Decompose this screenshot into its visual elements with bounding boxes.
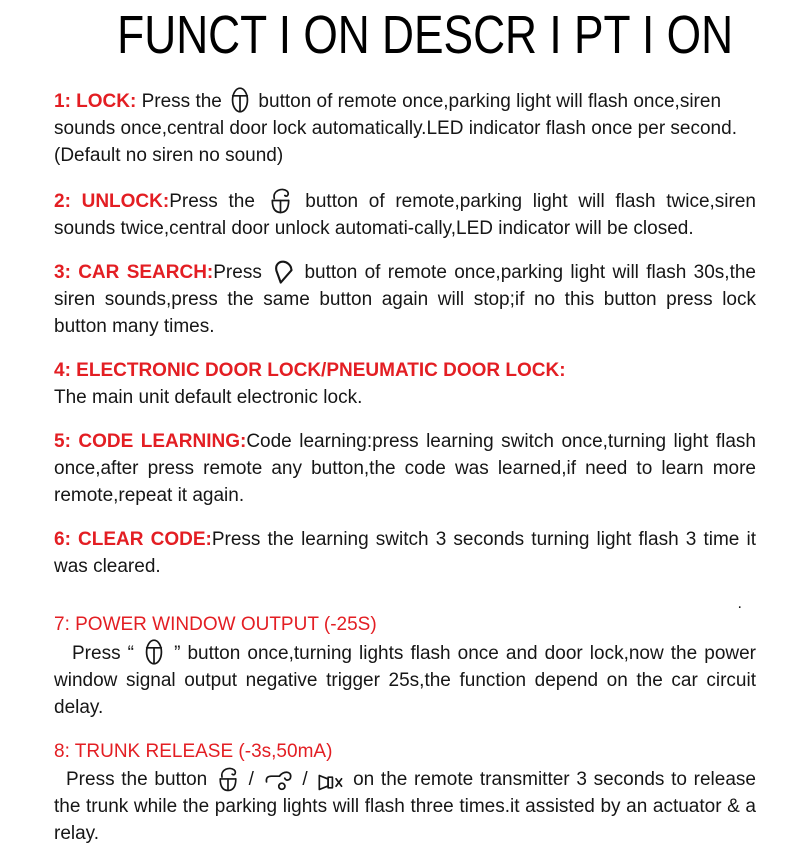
section-2-text-b: button of remote,parking light will flash twice,siren sounds twice,central door unlock automati-cally,LED indicator will be closed. (54, 191, 756, 239)
section-4-electronic-door-lock (54, 357, 756, 411)
lock-closed-icon (144, 638, 164, 666)
section-7-power-window-body (54, 638, 756, 721)
section-2-unlock (54, 186, 756, 242)
section-5-body: Code learning:press learning switch once,turning light flash once,after press remote any button,the code was learned,if need to learn more remote,repeat it again. (54, 431, 756, 506)
section-8-text-b: on the remote transmitter 3 seconds to release the trunk while the parking lights will flash three times.it assisted by an actuator & a relay. (54, 769, 756, 844)
page-title: FUNCT I ON DESCR I PT I ON (117, 5, 734, 65)
section-3-text-a: Press (213, 262, 270, 283)
section-2-text-a: Press the (169, 191, 266, 212)
section-6-heading: 6: CLEAR CODE: (54, 529, 212, 550)
section-3-car-search (54, 259, 756, 340)
section-1-heading: 1: LOCK: (54, 91, 137, 112)
section-7-heading: 7: POWER WINDOW OUTPUT (-25S) (54, 614, 377, 635)
section-6-clear-code (54, 526, 756, 580)
section-1-lock (54, 86, 756, 169)
section-8-heading: 8: TRUNK RELEASE (-3s,50mA) (54, 741, 333, 762)
section-4-body: The main unit default electronic lock. (54, 387, 363, 408)
section-8-text-a: Press the button (66, 769, 214, 790)
lock-closed-icon (230, 86, 250, 114)
mute-icon (317, 773, 343, 792)
section-1-text-a: Press the (136, 91, 228, 112)
section-5-heading: 5: CODE LEARNING: (54, 431, 247, 452)
section-3-heading: 3: CAR SEARCH: (54, 262, 214, 283)
section-3-text-b: button of remote once,parking light will flash 30s,the siren sounds,press the same button again will stop;if no this button press lock button many times. (54, 262, 756, 337)
section-6-body: Press the learning switch 3 seconds turning light flash 3 time it was cleared. (54, 529, 756, 577)
section-1-text-b: button of remote once,parking light will flash once,siren sounds once,central door lock automatically.LED indicator flash once per second. (Default no siren no sound) (54, 91, 737, 166)
lock-open-icon (217, 765, 239, 792)
trunk-release-icon (264, 769, 293, 792)
section-5-code-learning (54, 428, 756, 509)
car-search-icon (272, 259, 294, 285)
section-4-heading: 4: ELECTRONIC DOOR LOCK/PNEUMATIC DOOR LOCK: (54, 360, 566, 381)
separator-slash: / (241, 769, 261, 790)
stray-period: . (737, 595, 742, 612)
section-2-heading: 2: UNLOCK: (54, 191, 170, 212)
lock-open-icon (269, 186, 292, 214)
section-8-trunk-release-body (54, 765, 756, 847)
section-7-text-b: ” button once,turning lights flash once and door lock,now the power window signal output negative trigger 25s,the function depend on the car circuit delay. (54, 643, 756, 718)
section-7-text-a: Press “ (72, 643, 142, 664)
separator-slash: / (295, 769, 315, 790)
